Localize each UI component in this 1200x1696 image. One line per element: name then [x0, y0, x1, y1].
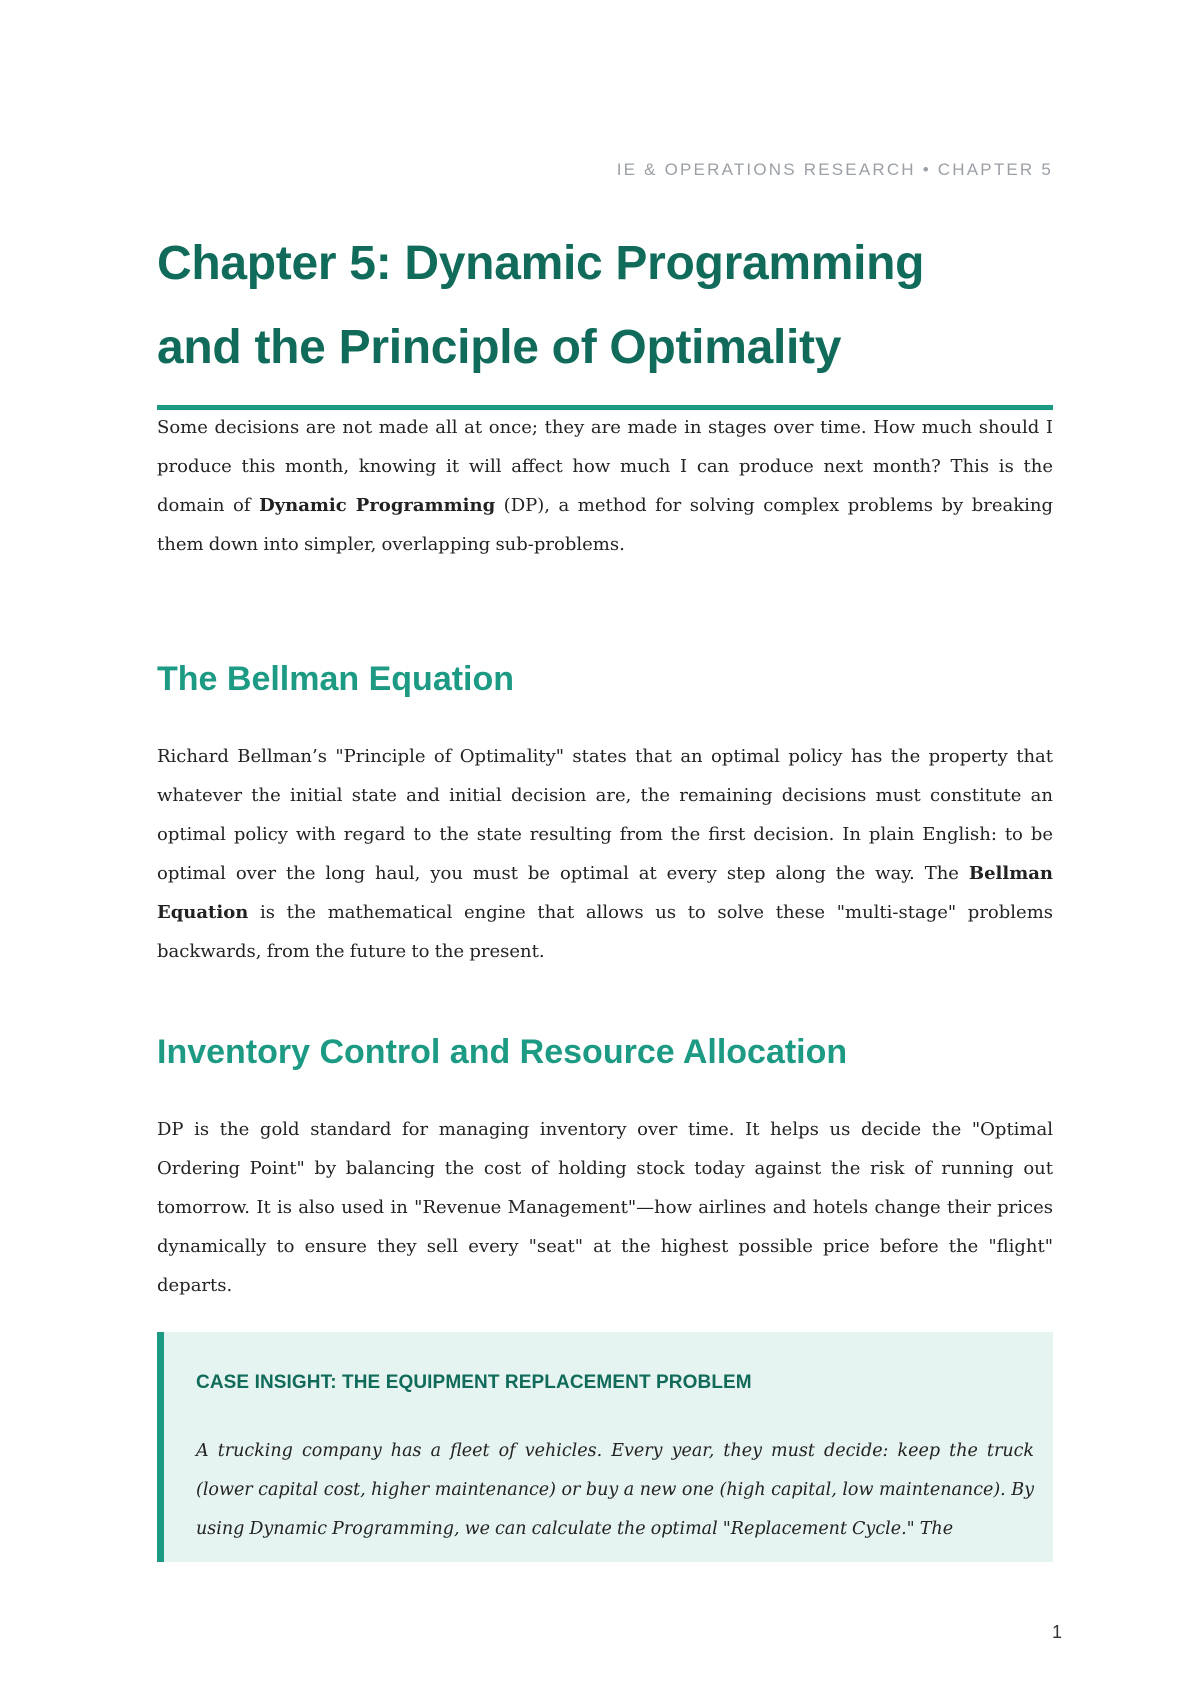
intro-text-start: Some decisions are not made all at once; they are made in stages over time. How much should I produce this month, knowing it will affect how much I can produce next month? This is the domain of	[157, 417, 1053, 516]
page-number: 1	[1052, 1622, 1063, 1642]
intro-paragraph	[157, 408, 1053, 564]
bellman-text-start: Richard Bellman’s "Principle of Optimality" states that an optimal policy has the property that whatever the initial state and initial decision are, the remaining decisions must constitute an optimal policy with regard to the state resulting from the first decision. In plain English: to be optimal over the long haul, you must be optimal at every step along the way. The	[157, 746, 1053, 884]
section-heading-inventory: Inventory Control and Resource Allocation	[157, 1033, 848, 1071]
bellman-paragraph	[157, 737, 1053, 971]
bellman-bold-term: Bellman Equation	[157, 863, 1053, 923]
chapter-title-line-1: Chapter 5: Dynamic Programming	[157, 237, 925, 290]
callout-body: A trucking company has a fleet of vehicles. Every year, they must decide: keep the truck (lower capital cost, higher maintenance) or buy a new one (high capital, low maintenance). By using Dynamic Programming, we can calculate the optimal "Replacement Cycle." The	[196, 1441, 1034, 1539]
running-header: IE & OPERATIONS RESEARCH • CHAPTER 5	[616, 160, 1053, 179]
chapter-title	[157, 222, 1053, 390]
intro-bold-term: Dynamic Programming	[259, 495, 496, 516]
section-heading-bellman: The Bellman Equation	[157, 660, 515, 698]
callout-heading: CASE INSIGHT: THE EQUIPMENT REPLACEMENT PROBLEM	[196, 1372, 752, 1393]
chapter-title-line-2: and the Principle of Optimality	[157, 321, 842, 374]
intro-text-end: (DP), a method for solving complex problems by breaking them down into simpler, overlapping sub-problems.	[157, 495, 1054, 555]
bellman-text-end: is the mathematical engine that allows us to solve these "multi-stage" problems backwards, from the future to the present.	[157, 902, 1053, 962]
inventory-paragraph: DP is the gold standard for managing inventory over time. It helps us decide the "Optimal Ordering Point" by balancing the cost of holding stock today against the risk of running out tomorrow. It is also used in "Revenue Management"—how airlines and hotels change their prices dynamically to ensure they sell every "seat" at the highest possible price before the "flight" departs.	[157, 1119, 1053, 1296]
case-insight-callout	[157, 1332, 1053, 1562]
